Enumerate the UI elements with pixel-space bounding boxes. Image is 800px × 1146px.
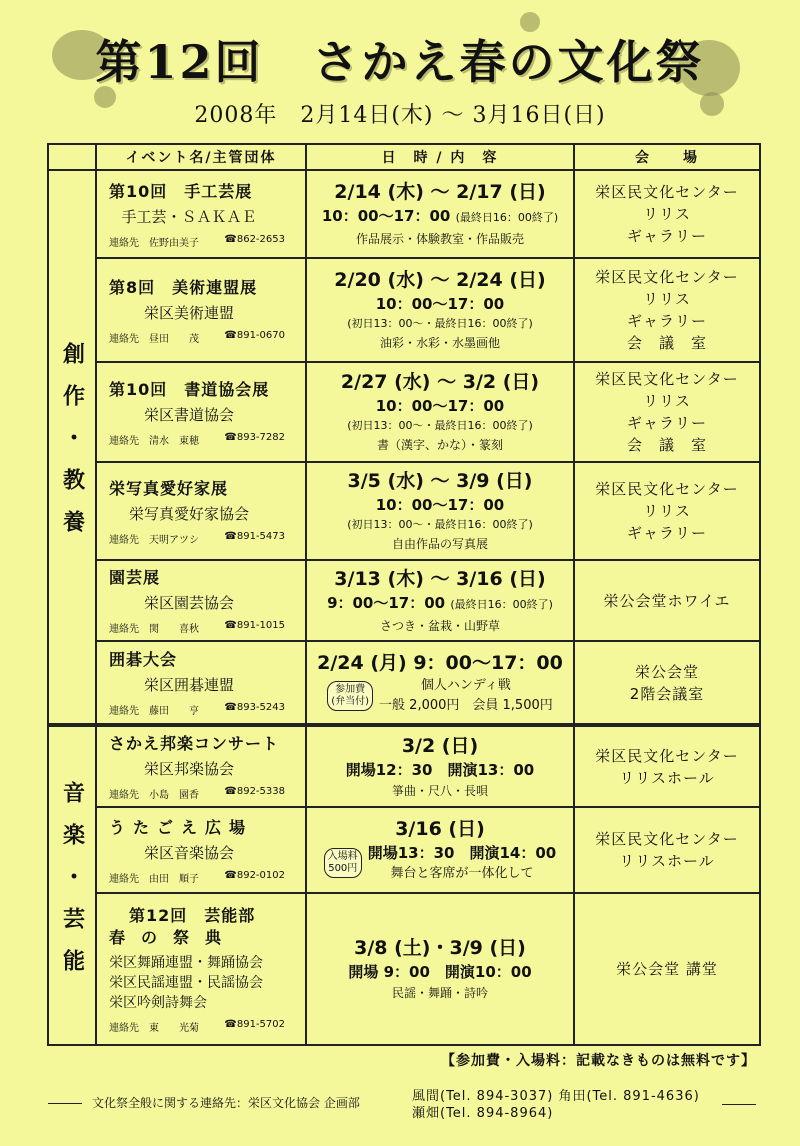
table-row [48,560,760,641]
venue-cell [574,462,760,560]
table-row [48,258,760,362]
page-title: 第12回 さかえ春の文化祭 [95,35,705,89]
event-fee: 一般 2,000円 会員 1,500円 [379,697,553,713]
venue-cell [574,560,760,641]
contact-label: 連絡先 [109,790,139,801]
table-row [48,807,760,893]
event-name: 第10回 書道協会展 [109,379,270,399]
venue-line: 栄区民文化センター [595,830,739,848]
venue-line: ギャラリー [626,312,707,330]
event-content: 自由作品の写真展 [391,537,488,551]
event-org: 栄区邦楽協会 [143,760,234,778]
datetime-cell [306,258,574,362]
contact-name: 佐野由美子 [149,237,199,249]
org-line: 栄区舞踊連盟・舞踊協会 [109,955,263,971]
event-time [311,592,569,616]
event-content: 民謡・舞踊・詩吟 [391,986,488,1000]
venue-line: 2階会議室 [629,684,705,703]
org-line: 栄区民謡連盟・民謡協会 [109,975,263,991]
event-cell [96,462,306,560]
event-cell [96,641,306,725]
event-org: 栄写真愛好家協会 [128,504,249,523]
contact-name: 藤田 亨 [149,706,199,717]
venue-line: 栄区民文化センター [595,746,739,765]
datetime-cell [306,641,574,725]
event-period: 3/5 (水) 〜 3/9 (日) [347,470,533,492]
datetime-cell [306,560,574,641]
event-period: 2/27 (水) 〜 3/2 (日) [340,371,540,393]
venue-cell [574,893,760,1045]
event-time: 10：00〜17：00 [375,295,505,313]
contact-label: 連絡先 [109,1023,139,1034]
datetime-cell [306,893,574,1045]
event-contact [109,234,299,249]
event-name: 第12回 芸能部 [129,906,256,925]
event-contact [109,786,299,801]
event-org: 栄区音楽協会 [143,843,234,862]
contact-name: 小島 園香 [149,790,199,801]
venue-line: 会 議 室 [626,334,707,352]
contact-name: 関 喜秋 [149,624,199,635]
contact-tel: ☎893-7282 [224,431,285,443]
venue-line: 会 議 室 [626,436,707,454]
venue-line: ギャラリー [626,227,707,245]
datetime-cell [306,807,574,893]
event-name: 第8回 美術連盟展 [109,277,258,297]
time-note: (最終日16：00終了) [455,211,559,224]
footer-left-text: 文化祭全般に関する連絡先：栄区文化協会 企画部 [92,1096,360,1110]
event-cell [96,807,306,893]
footer-phones [412,1088,700,1122]
fee-badge: 参加費 (弁当付) [327,681,373,711]
event-contact [109,330,299,345]
event-period: 3/2 (日) [401,734,479,757]
event-time: 開場13：30 開演14：00 [367,844,557,862]
time-note: (最終日16：00終了) [450,597,553,611]
venue-cell [574,258,760,362]
event-period: 3/13 (木) 〜 3/16 (日) [334,567,546,590]
event-cell [96,893,306,1045]
contact-tel: ☎891-1015 [224,620,285,631]
free-admission-note: 【参加費・入場料：記載なきものは無料です】 [441,1053,756,1069]
header-venue: 会 場 [574,144,760,170]
contact-label: 連絡先 [109,706,139,717]
venue-line: ギャラリー [626,414,707,432]
contact-name: 昼田 茂 [149,333,199,345]
event-name: うたごえ広場 [109,817,254,837]
table-row [48,893,760,1045]
table-header-row [48,144,760,170]
event-note: (初日13：00〜・最終日16：00終了) [347,518,533,531]
event-content: 舞台と客席が一体化して [390,866,534,881]
table-row [48,641,760,725]
contact-tel: ☎892-0102 [224,869,285,881]
event-org: 栄区美術連盟 [143,303,234,322]
event-contact [109,620,299,635]
datetime-cell [306,362,574,462]
event-content: 作品展示・体験教室・作品販売 [355,232,524,246]
venue-line: リリスホール [619,852,715,870]
contact-label: 連絡先 [109,534,139,546]
table-row [48,362,760,462]
venue-line: リリスホール [619,768,715,787]
event-contact [109,870,299,885]
venue-cell [574,807,760,893]
venue-line: 栄公会堂 講堂 [616,960,718,978]
event-org: 手工芸・ＳＡＫＡＥ [121,207,257,226]
datetime-cell [306,170,574,258]
contact-label: 連絡先 [109,873,139,885]
venue-cell [574,170,760,258]
contact-tel: ☎893-5243 [224,702,285,713]
venue-line: リリス [643,205,691,223]
venue-line: 栄区民文化センター [595,268,739,286]
contact-name: 天明アツシ [149,534,199,546]
event-content: 書（漢字、かな）・篆刻 [376,438,503,452]
event-time: 10：00〜17：00 [375,397,505,415]
event-note: (初日13：00〜・最終日16：00終了) [347,317,533,330]
contact-tel: ☎891-5702 [224,1019,285,1030]
event-period: 2/20 (水) 〜 2/24 (日) [334,269,546,291]
event-content: さつき・盆栽・山野草 [379,618,500,633]
contact-name: 清水 東穂 [149,435,199,447]
venue-line: 栄区民文化センター [595,370,739,388]
venue-line: ギャラリー [626,524,707,542]
contact-name: 東 光菊 [149,1023,199,1034]
datetime-cell [306,725,574,807]
event-name: さかえ邦楽コンサート [109,734,280,753]
contact-label: 連絡先 [109,333,139,345]
venue-line: リリス [643,290,691,308]
event-time: 10：00〜17：00 [375,496,505,514]
footer-phone-line: 風間(Tel. 894-3037) 角田(Tel. 891-4636) [412,1089,700,1104]
contact-label: 連絡先 [109,435,139,447]
event-name: 囲碁大会 [109,650,178,669]
event-period: 3/16 (日) [395,818,485,840]
footer-rule [48,1103,82,1104]
event-time: 開場 9：00 開演10：00 [348,963,532,981]
event-name: 第10回 手工芸展 [109,181,253,201]
event-org: 栄区囲碁連盟 [143,676,234,694]
contact-label: 連絡先 [109,624,139,635]
event-cell [96,560,306,641]
header-event: イベント名/主管団体 [96,144,306,170]
venue-line: リリス [643,392,691,410]
festival-dates: 2008年 2月14日(木) 〜 3月16日(日) [194,103,606,128]
header-blank [48,144,96,170]
event-cell [96,362,306,462]
event-contact [109,1019,299,1034]
event-period: 2/14 (木) 〜 2/17 (日) [334,181,546,203]
venue-line: リリス [643,502,691,520]
event-cell [96,725,306,807]
venue-line: 栄公会堂 [634,662,699,681]
event-contact [109,531,299,546]
footer-contact [48,1094,360,1111]
event-content: 箏曲・尺八・長唄 [391,783,488,798]
event-period: 2/24 (月) 9：00〜17：00 [317,651,563,674]
contact-tel: ☎862-2653 [224,233,285,245]
time-value: 9：00〜17：00 [327,593,446,612]
table-row [48,462,760,560]
event-cell [96,258,306,362]
category-creative: 創作・教養 [48,170,96,725]
venue-cell [574,725,760,807]
event-period: 3/8 (土)・3/9 (日) [354,937,526,959]
event-content: 油彩・水彩・水墨画他 [379,336,500,350]
venue-line: 栄区民文化センター [595,183,739,201]
table-row [48,725,760,807]
venue-line: 栄公会堂ホワイエ [603,591,731,610]
admission-badge: 入場料 500円 [324,848,362,878]
event-time: 開場12：30 開演13：00 [345,760,535,779]
venue-cell [574,641,760,725]
contact-label: 連絡先 [109,237,139,249]
org-list [109,953,299,1013]
footer-phone-line: 瀬畑(Tel. 894-8964) [412,1106,554,1121]
table-row [48,170,760,258]
venue-cell [574,362,760,462]
event-contact [109,432,299,447]
contact-name: 由田 順子 [149,873,199,885]
event-note: (初日13：00〜・最終日16：00終了) [347,419,533,432]
event-cell [96,170,306,258]
header-datetime: 日 時 / 内 容 [306,144,574,170]
event-name: 栄写真愛好家展 [109,478,229,498]
venue-line: 栄区民文化センター [595,480,739,498]
time-value: 10：00〜17：00 [321,207,451,225]
event-name-2: 春の祭典 [109,928,238,947]
event-contact [109,702,299,717]
event-content: 個人ハンディ戦 [420,677,511,693]
event-org: 栄区園芸協会 [143,594,234,612]
event-table [47,143,761,1046]
contact-tel: ☎891-5473 [224,530,285,542]
contact-tel: ☎892-5338 [224,786,285,797]
org-line: 栄区吟剣詩舞会 [109,995,207,1011]
event-name: 園芸展 [109,568,161,587]
contact-tel: ☎891-0670 [224,329,285,341]
category-music: 音楽・芸能 [48,725,96,1045]
event-time [311,205,569,229]
datetime-cell [306,462,574,560]
footer-rule [722,1104,756,1105]
event-org: 栄区書道協会 [143,405,234,424]
